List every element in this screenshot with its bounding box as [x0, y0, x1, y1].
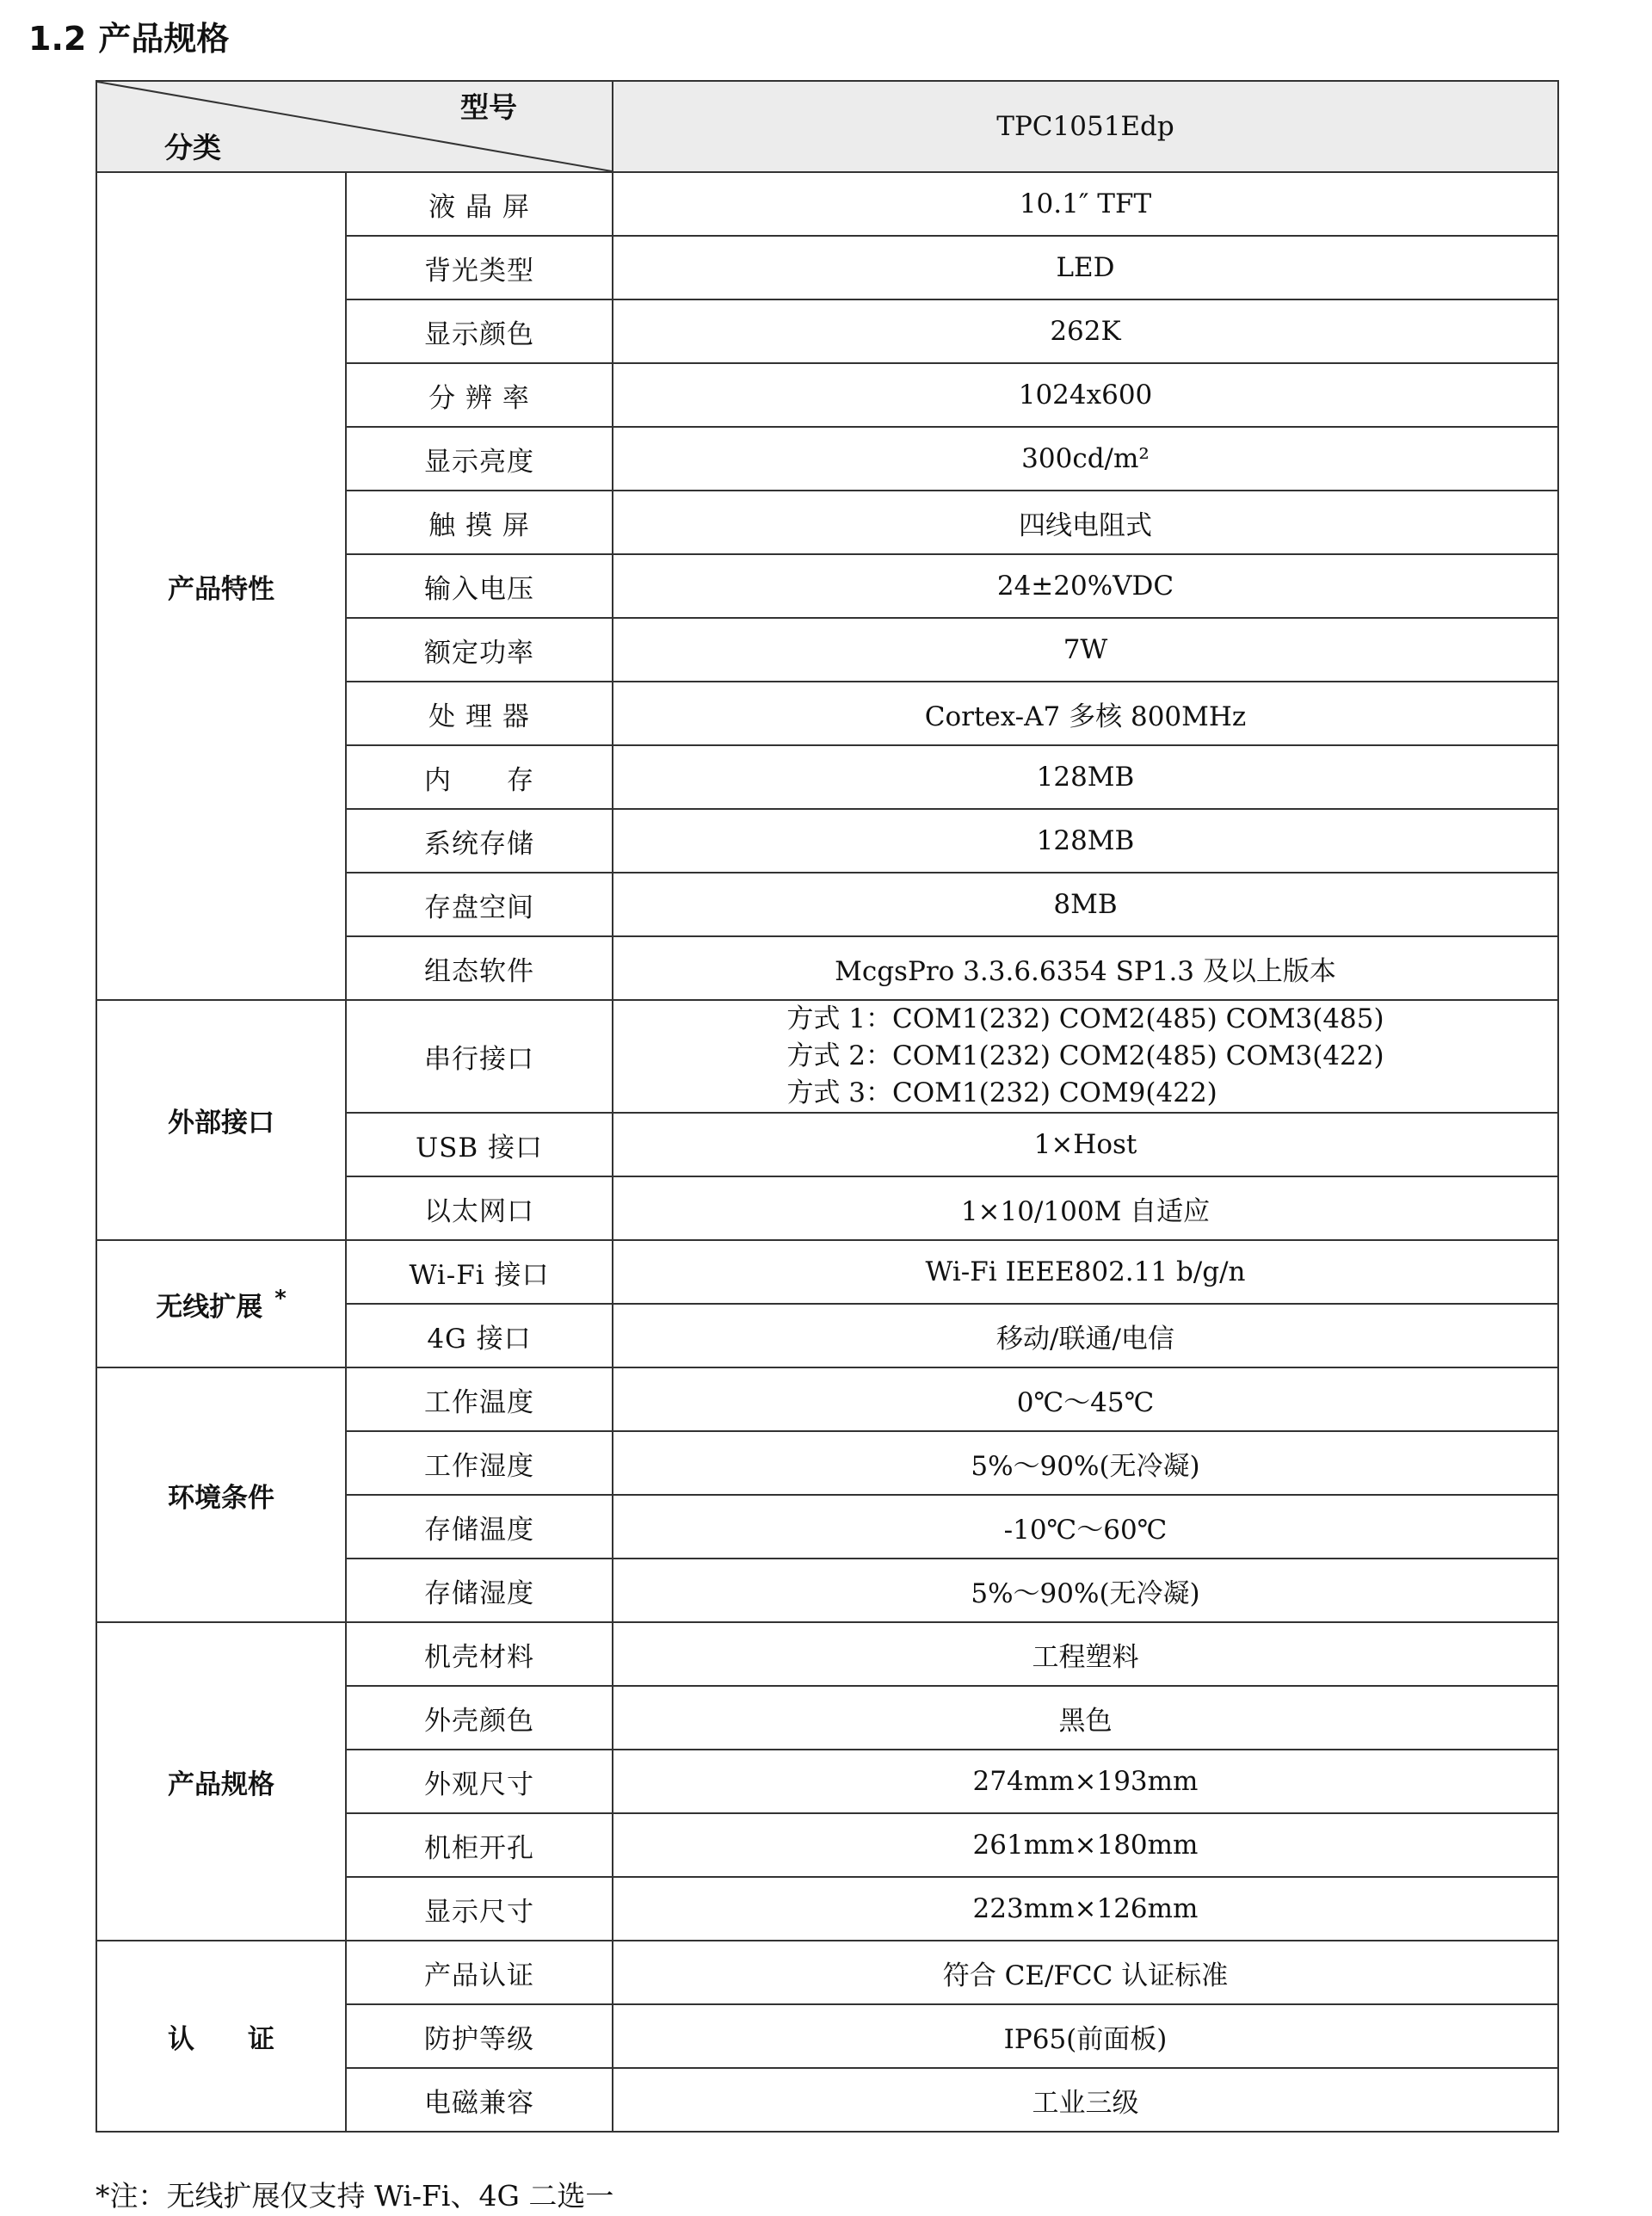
serial-mode-list — [786, 1001, 1384, 1112]
spec-value: 261mm×180mm — [613, 1813, 1558, 1877]
spec-table — [96, 80, 1559, 2133]
spec-item-label: 处 理 器 — [346, 682, 613, 745]
spec-item-label: USB 接口 — [346, 1113, 613, 1176]
category-cell — [96, 1622, 346, 1941]
spec-item-label: 系统存储 — [346, 809, 613, 873]
spec-value: 符合 CE/FCC 认证标准 — [613, 1941, 1558, 2004]
spec-item-label: Wi-Fi 接口 — [346, 1240, 613, 1304]
spec-value: -10℃～60℃ — [613, 1495, 1558, 1559]
spec-value: 7W — [613, 618, 1558, 682]
table-row — [96, 1367, 1558, 1431]
spec-value: 0℃～45℃ — [613, 1367, 1558, 1431]
spec-value: 1×Host — [613, 1113, 1558, 1176]
spec-value: 128MB — [613, 809, 1558, 873]
model-header-label: 型号 — [460, 90, 517, 124]
category-cell — [96, 1367, 346, 1622]
spec-item-label: 显示尺寸 — [346, 1877, 613, 1941]
spec-item-label: 机柜开孔 — [346, 1813, 613, 1877]
section-number: 1.2 — [28, 20, 87, 58]
spec-item-label: 存储湿度 — [346, 1559, 613, 1622]
category-label: 认 证 — [168, 2023, 274, 2055]
spec-item-label: 机壳材料 — [346, 1622, 613, 1686]
category-cell — [96, 1240, 346, 1367]
spec-item-label: 4G 接口 — [346, 1304, 613, 1367]
spec-value: 工程塑料 — [613, 1622, 1558, 1686]
category-header-label: 分类 — [164, 131, 221, 164]
spec-value: 262K — [613, 299, 1558, 363]
spec-value: Wi-Fi IEEE802.11 b/g/n — [613, 1240, 1558, 1304]
spec-item-label: 触 摸 屏 — [346, 491, 613, 554]
spec-item-label: 存储温度 — [346, 1495, 613, 1559]
spec-item-label: 背光类型 — [346, 236, 613, 299]
spec-value: 1024x600 — [613, 363, 1558, 427]
spec-item-label: 显示颜色 — [346, 299, 613, 363]
section-heading — [28, 13, 229, 65]
spec-value: 223mm×126mm — [613, 1877, 1558, 1941]
spec-item-label: 分 辨 率 — [346, 363, 613, 427]
spec-item-label: 防护等级 — [346, 2004, 613, 2068]
spec-value: 5%～90%(无冷凝) — [613, 1431, 1558, 1495]
spec-value: 128MB — [613, 745, 1558, 809]
spec-value: 5%～90%(无冷凝) — [613, 1559, 1558, 1622]
spec-item-label: 串行接口 — [346, 1000, 613, 1113]
spec-item-label: 外壳颜色 — [346, 1686, 613, 1750]
table-row — [96, 1622, 1558, 1686]
category-label: 无线扩展 — [156, 1291, 263, 1323]
category-cell — [96, 1000, 346, 1240]
spec-item-label: 液 晶 屏 — [346, 172, 613, 236]
spec-value: 300cd/m² — [613, 427, 1558, 491]
spec-item-label: 显示亮度 — [346, 427, 613, 491]
spec-item-label: 输入电压 — [346, 554, 613, 618]
spec-value: 10.1″ TFT — [613, 172, 1558, 236]
spec-item-label: 产品认证 — [346, 1941, 613, 2004]
spec-item-label: 存盘空间 — [346, 873, 613, 936]
spec-value: 24±20%VDC — [613, 554, 1558, 618]
spec-value: 移动/联通/电信 — [613, 1304, 1558, 1367]
spec-value: 274mm×193mm — [613, 1750, 1558, 1813]
spec-value: 1×10/100M 自适应 — [613, 1176, 1558, 1240]
spec-item-label: 内 存 — [346, 745, 613, 809]
spec-item-label: 电磁兼容 — [346, 2068, 613, 2132]
category-cell — [96, 172, 346, 1000]
footnote: *注：无线扩展仅支持 Wi-Fi、4G 二选一 — [96, 2179, 614, 2213]
table-row — [96, 1000, 1558, 1113]
category-cell — [96, 1941, 346, 2132]
table-row — [96, 1941, 1558, 2004]
table-header-row — [96, 81, 1558, 172]
spec-value: Cortex-A7 多核 800MHz — [613, 682, 1558, 745]
spec-item-label: 组态软件 — [346, 936, 613, 1000]
spec-value: 黑色 — [613, 1686, 1558, 1750]
spec-value: IP65(前面板) — [613, 2004, 1558, 2068]
spec-value: 工业三级 — [613, 2068, 1558, 2132]
spec-value-multiline — [613, 1000, 1558, 1113]
spec-item-label: 工作湿度 — [346, 1431, 613, 1495]
spec-item-label: 外观尺寸 — [346, 1750, 613, 1813]
serial-mode-line: 方式 2：COM1(232) COM2(485) COM3(422) — [786, 1040, 1384, 1071]
spec-item-label: 额定功率 — [346, 618, 613, 682]
spec-item-label: 以太网口 — [346, 1176, 613, 1240]
category-label: 产品规格 — [168, 1768, 274, 1800]
serial-mode-line: 方式 1：COM1(232) COM2(485) COM3(485) — [786, 1003, 1384, 1034]
spec-value: 8MB — [613, 873, 1558, 936]
spec-item-label: 工作温度 — [346, 1367, 613, 1431]
table-row — [96, 172, 1558, 236]
spec-value: 四线电阻式 — [613, 491, 1558, 554]
table-row — [96, 1240, 1558, 1304]
category-label: 外部接口 — [168, 1108, 274, 1139]
category-footnote-mark: * — [274, 1286, 287, 1312]
header-diagonal-cell — [96, 81, 613, 172]
section-title: 产品规格 — [98, 20, 230, 58]
spec-value: McgsPro 3.3.6.6354 SP1.3 及以上版本 — [613, 936, 1558, 1000]
category-label: 环境条件 — [168, 1482, 274, 1514]
model-name: TPC1051Edp — [613, 81, 1558, 172]
serial-mode-line: 方式 3：COM1(232) COM9(422) — [786, 1077, 1217, 1108]
spec-value: LED — [613, 236, 1558, 299]
category-label: 产品特性 — [168, 573, 274, 605]
